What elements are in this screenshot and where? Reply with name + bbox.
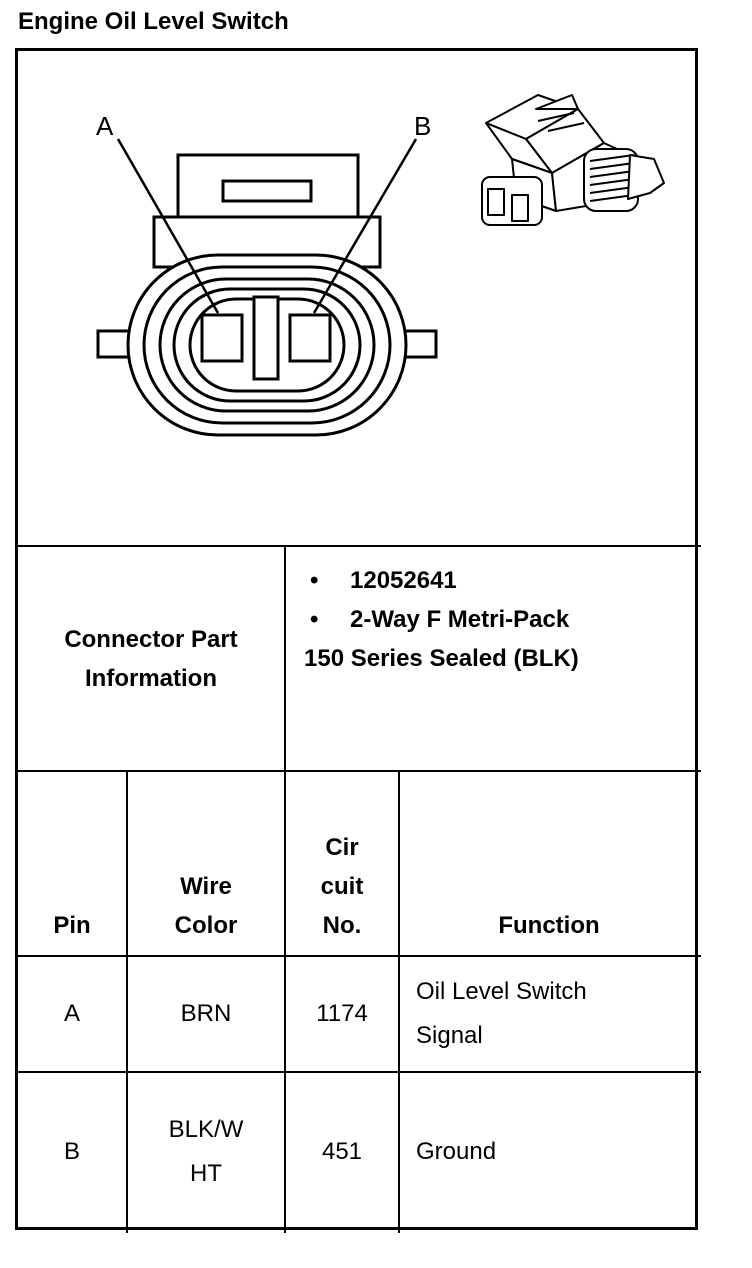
connector-type-item xyxy=(304,600,698,639)
connector-face-icon xyxy=(98,139,436,435)
header-pin: Pin xyxy=(53,912,91,939)
row-a-pin: A xyxy=(63,1000,80,1027)
pin-label-b: B xyxy=(414,111,432,141)
table-row xyxy=(18,1073,126,1230)
header-wire-color-cell xyxy=(128,772,284,955)
bullet-icon: • xyxy=(310,606,319,633)
bullet-icon: • xyxy=(310,567,319,594)
row-b-wire-color-cell xyxy=(128,1073,284,1230)
row-b-wire-color: BLK/W HT xyxy=(168,1115,244,1187)
header-function: Function xyxy=(498,912,600,939)
table-row xyxy=(18,957,126,1071)
row-a-circuit-cell xyxy=(286,957,398,1071)
header-wire-color: Wire Color xyxy=(174,873,238,939)
row-a-wire-color-cell xyxy=(128,957,284,1071)
part-number: 12052641 xyxy=(350,567,457,594)
connector-info-label: Connector Part Information xyxy=(64,625,238,692)
row-a-wire-color: BRN xyxy=(180,1000,232,1027)
connector-end-view-table xyxy=(15,48,698,1230)
header-function-cell xyxy=(400,772,698,955)
connector-series: 150 Series Sealed (BLK) xyxy=(304,645,579,672)
row-b-pin: B xyxy=(63,1137,80,1165)
row-b-circuit-cell xyxy=(286,1073,398,1230)
connector-diagram xyxy=(18,51,698,547)
page-title: Engine Oil Level Switch xyxy=(18,8,289,35)
row-a-function-cell xyxy=(400,957,698,1071)
row-b-function-cell xyxy=(400,1073,698,1230)
header-circuit-cell xyxy=(286,772,398,955)
pin-label-a: A xyxy=(96,111,114,141)
header-circuit-no: Cir cuit No. xyxy=(320,834,364,939)
part-number-item xyxy=(304,561,698,600)
connector-info-values-cell xyxy=(286,547,698,770)
row-b-function: Ground xyxy=(416,1137,497,1165)
header-pin-cell xyxy=(18,772,126,955)
connector-3d-icon xyxy=(482,95,664,225)
connector-type: 2-Way F Metri-Pack xyxy=(350,606,570,633)
row-a-function: Oil Level Switch Signal xyxy=(416,978,587,1049)
row-a-circuit: 1174 xyxy=(316,1000,368,1027)
connector-info-label-cell xyxy=(18,547,284,770)
row-b-circuit: 451 xyxy=(321,1137,363,1165)
